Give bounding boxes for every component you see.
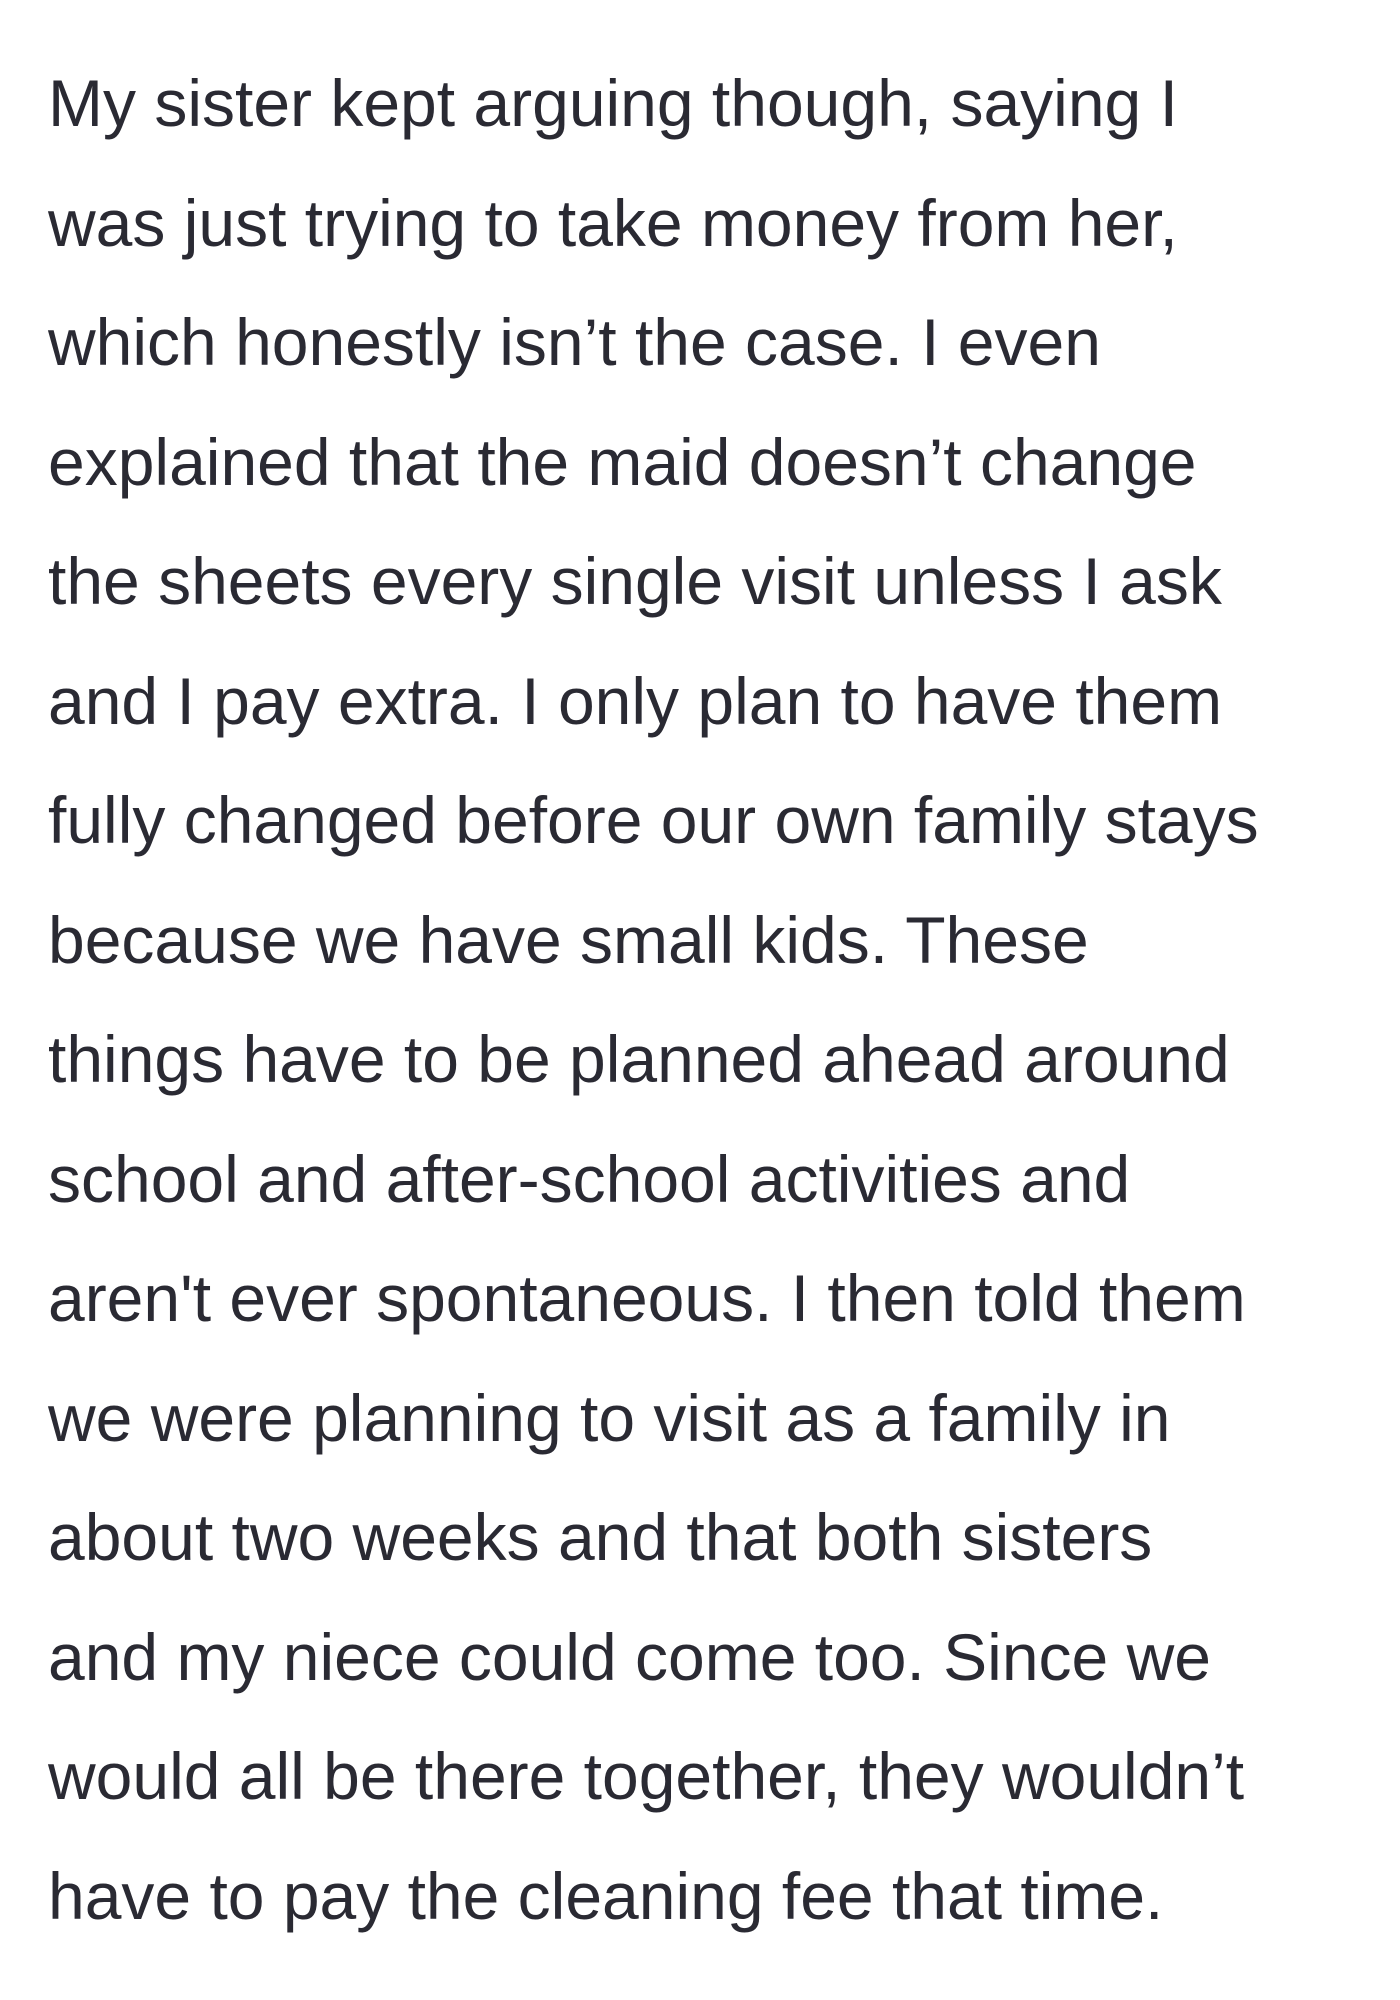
- text-line: fully changed before our own family stays: [48, 783, 1259, 857]
- text-line: explained that the maid doesn’t change: [48, 424, 1197, 499]
- text-line: the sheets every single visit unless I ask: [48, 544, 1222, 618]
- text-line: about two weeks and that both sisters: [48, 1500, 1153, 1574]
- text-line: school and after-school activities and: [48, 1141, 1131, 1216]
- text-line: would all be there together, they wouldn’t: [48, 1739, 1245, 1813]
- text-line: My sister kept arguing though, saying I: [48, 66, 1178, 140]
- text-line: we were planning to visit as a family in: [48, 1380, 1171, 1455]
- text-line: which honestly isn’t the case. I even: [48, 305, 1101, 379]
- text-line: have to pay the cleaning fee that time.: [48, 1858, 1164, 1933]
- text-line: aren't ever spontaneous. I then told them: [48, 1261, 1246, 1335]
- text-line: was just trying to take money from her,: [48, 185, 1178, 260]
- text-line: things have to be planned ahead around: [48, 1022, 1230, 1096]
- text-line: and I pay extra. I only plan to have them: [48, 663, 1223, 738]
- text-line: because we have small kids. These: [48, 902, 1089, 977]
- story-paragraph: [48, 44, 1378, 1956]
- text-line: and my niece could come too. Since we: [48, 1619, 1211, 1694]
